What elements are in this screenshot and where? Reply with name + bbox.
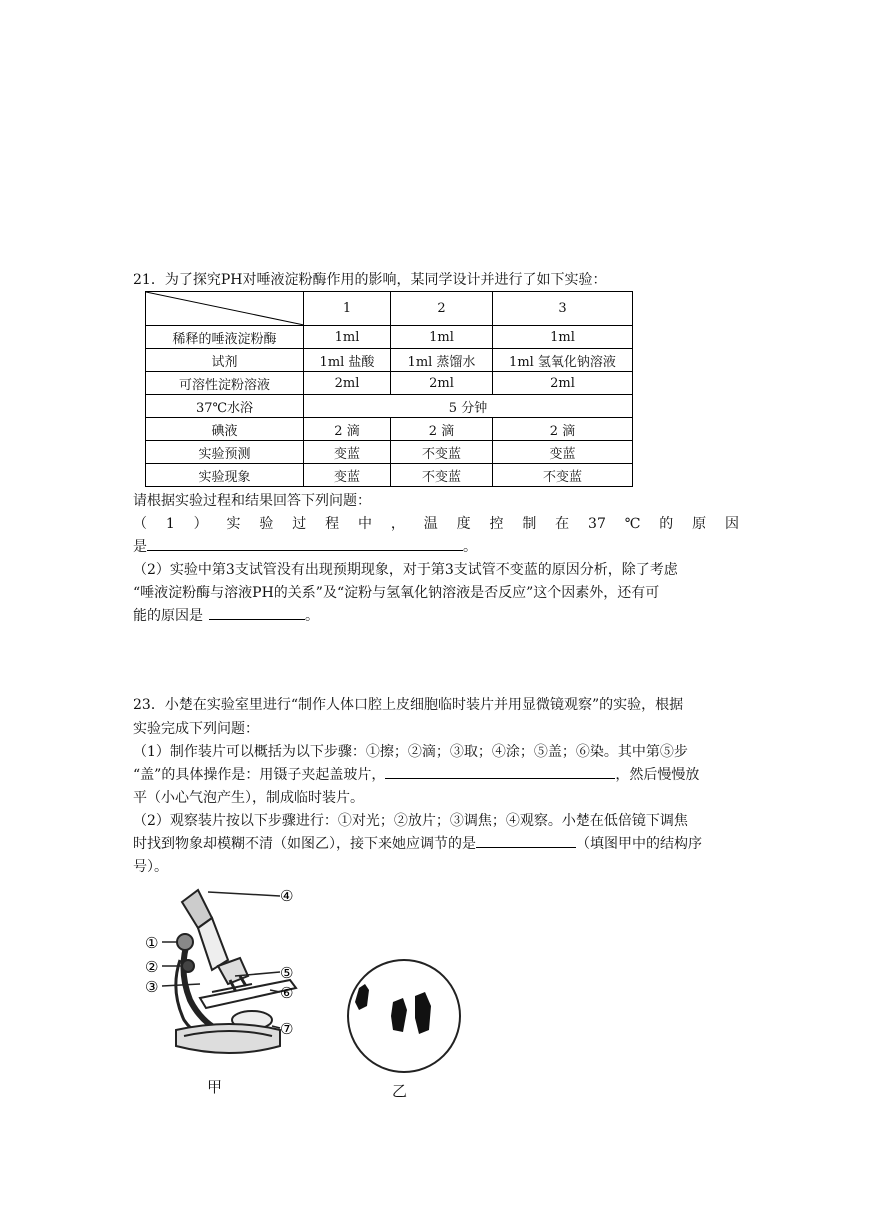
table-cell: 2ml [493,372,633,395]
q21-part2-line3 [133,605,739,627]
table-cell: 2 滴 [391,418,493,441]
q23-line7-end: （填图甲中的结构序 [576,836,702,852]
table-row [146,464,633,487]
table-cell: 变蓝 [304,464,391,487]
table-row [146,349,633,372]
figure-a-label: 甲 [207,1078,223,1096]
diagonal-header-cell [146,292,304,326]
answer-blank-4[interactable] [476,833,576,848]
table-cell: 变蓝 [304,441,391,464]
blurry-view-figure [345,958,463,1076]
answer-blank-1[interactable] [147,536,463,551]
answer-blank-2[interactable] [209,605,305,620]
q23-line4 [133,764,739,786]
table-cell: 1ml 盐酸 [304,349,391,372]
marker-7: ⑦ [280,1020,294,1038]
q21-part1-line1: （1）实验过程中，温度控制在37℃的原因 [133,516,739,532]
table-cell: 2ml [304,372,391,395]
table-cell: 2 滴 [304,418,391,441]
q21-part1-end: 。 [463,539,477,555]
q23-line4-text: “盖”的具体操作是：用镊子夹起盖玻片， [133,767,386,783]
q23-line2: 实验完成下列问题： [133,721,259,737]
col-header: 2 [391,292,493,326]
row-label: 实验预测 [146,441,304,464]
col-header: 1 [304,292,391,326]
q21-part2-end: 。 [305,608,319,624]
marker-3: ③ [145,978,159,996]
q23-line8: 号）。 [133,859,168,875]
q21-part2-line1: （2）实验中第3支试管没有出现预期现象，对于第3支试管不变蓝的原因分析，除了考虑 [133,562,678,578]
q23-line3: （1）制作装片可以概括为以下步骤：①擦；②滴；③取；④涂；⑤盖；⑥染。其中第⑤步 [133,744,688,760]
table-cell: 1ml 蒸馏水 [391,349,493,372]
table-row [146,441,633,464]
q21-part2-prefix: 能的原因是 [133,608,203,624]
table-row [146,395,633,418]
table-row [146,326,633,349]
table-cell: 2ml [391,372,493,395]
row-label: 稀释的唾液淀粉酶 [146,326,304,349]
diagonal-line [146,292,304,325]
experiment-table [145,291,633,487]
table-cell: 不变蓝 [391,464,493,487]
row-label: 试剂 [146,349,304,372]
marker-4: ④ [280,887,294,905]
table-cell: 1ml [304,326,391,349]
row-label: 37℃水浴 [146,395,304,418]
answer-blank-3[interactable] [385,764,615,779]
table-cell: 不变蓝 [391,441,493,464]
figure-b-label: 乙 [392,1082,408,1100]
q23-line1: 23．小楚在实验室里进行“制作人体口腔上皮细胞临时装片并用显微镜观察”的实验，根据 [133,697,684,713]
microscope-figure [140,880,310,1070]
row-label: 碘液 [146,418,304,441]
q23-line4-end: ，然后慢慢放 [615,767,700,783]
row-label: 实验现象 [146,464,304,487]
table-cell: 1ml [493,326,633,349]
q21-title: 21．为了探究PH对唾液淀粉酶作用的影响，某同学设计并进行了如下实验： [133,272,607,288]
table-cell: 变蓝 [493,441,633,464]
q23-line6: （2）观察装片按以下步骤进行：①对光；②放片；③调焦；④观察。小楚在低倍镜下调焦 [133,813,688,829]
table-cell: 不变蓝 [493,464,633,487]
merged-cell: 5 分钟 [304,395,633,418]
table-header-row [146,292,633,326]
table-row [146,372,633,395]
marker-2: ② [145,958,159,976]
table-cell: 2 滴 [493,418,633,441]
q21-part2-line2: “唾液淀粉酶与溶液PH的关系”及“淀粉与氢氧化钠溶液是否反应”这个因素外，还有可 [133,585,660,601]
marker-5: ⑤ [280,964,294,982]
table-cell: 1ml 氢氧化钠溶液 [493,349,633,372]
q21-part1-prefix: 是 [133,539,147,555]
marker-6: ⑥ [280,984,294,1002]
table-row [146,418,633,441]
q23-line7-text: 时找到物象却模糊不清（如图乙），接下来她应调节的是 [133,836,476,852]
q21-part1-line2 [133,536,739,558]
table-cell: 1ml [391,326,493,349]
q23-line7 [133,833,739,855]
col-header: 3 [493,292,633,326]
row-label: 可溶性淀粉溶液 [146,372,304,395]
marker-1: ① [145,934,159,952]
q21-intro: 请根据实验过程和结果回答下列问题： [133,493,371,509]
q23-line5: 平（小心气泡产生），制成临时装片。 [133,790,364,806]
